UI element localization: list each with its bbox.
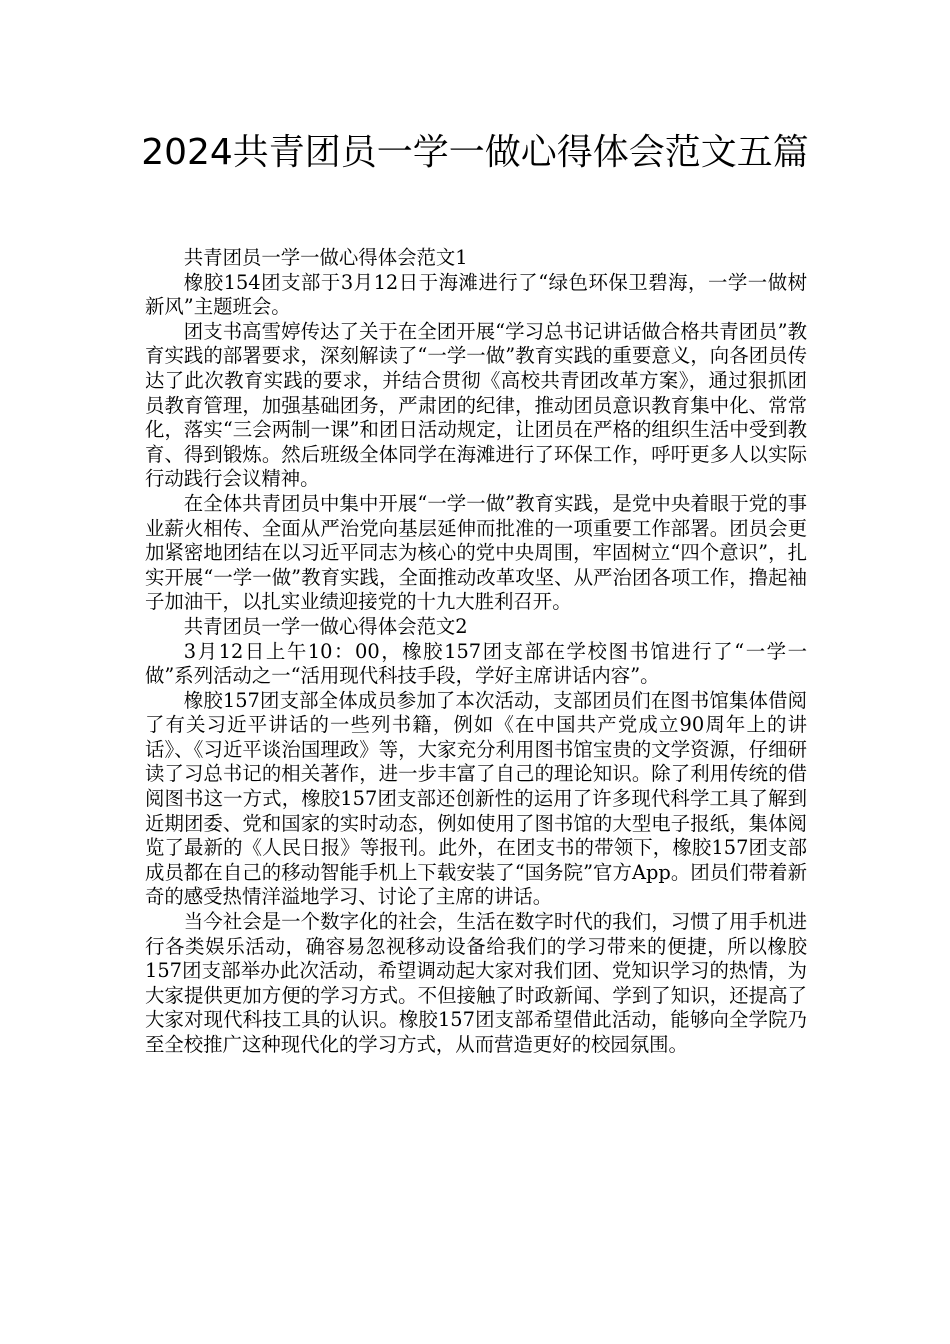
paragraph: 团支书高雪婷传达了关于在全团开展“学习总书记讲话做合格共青团员”教育实践的部署要求，深刻解读了“一学一做”教育实践的重要意义，向各团员传达了此次教育实践的要求，并结合贯彻《高校共青团改革方案》，通过狠抓团员教育管理，加强基础团务，严肃团的纪律，推动团员意识教育集中化、常常化，落实“三会两制一课”和团日活动规定，让团员在严格的组织生活中受到教育、得到锻炼。然后班级全体同学在海滩进行了环保工作，呼吁更多人以实际行动践行会议精神。 — [145, 319, 807, 491]
paragraph: 橡胶154团支部于3月12日于海滩进行了“绿色环保卫碧海，一学一做树新风”主题班会。 — [145, 270, 807, 319]
document-title: 2024共青团员一学一做心得体会范文五篇 — [141, 132, 809, 173]
section-heading-1: 共青团员一学一做心得体会范文1 — [183, 246, 468, 269]
paragraph: 橡胶157团支部全体成员参加了本次活动，支部团员们在图书馆集体借阅了有关习近平讲话的一些列书籍，例如《在中国共产党成立90周年上的讲话》、《习近平谈治国理政》等，大家充分利用图书馆宝贵的文学资源，仔细研读了习总书记的相关著作，进一步丰富了自己的理论知识。除了利用传统的借阅图书这一方式，橡胶157团支部还创新性的运用了许多现代科学工具了解到近期团委、党和国家的实时动态，例如使用了图书馆的大型电子报纸，集体阅览了最新的《人民日报》等报刊。此外，在团支书的带领下，橡胶157团支部成员都在自己的移动智能手机上下载安装了“国务院”官方App。团员们带着新奇的感受热情洋溢地学习、讨论了主席的讲话。 — [145, 688, 807, 909]
paragraph: 3月12日上午10：00，橡胶157团支部在学校图书馆进行了“一学一做”系列活动之一“活用现代科技手段，学好主席讲话内容”。 — [145, 639, 807, 688]
document-body — [145, 246, 807, 1058]
paragraph: 当今社会是一个数字化的社会，生活在数字时代的我们，习惯了用手机进行各类娱乐活动，确容易忽视移动设备给我们的学习带来的便捷，所以橡胶157团支部举办此次活动，希望调动起大家对我们团、党知识学习的热情，为大家提供更加方便的学习方式。不但接触了时政新闻、学到了知识，还提高了大家对现代科技工具的认识。橡胶157团支部希望借此活动，能够向全学院乃至全校推广这种现代化的学习方式，从而营造更好的校园氛围。 — [145, 910, 807, 1056]
paragraph: 在全体共青团员中集中开展“一学一做”教育实践，是党中央着眼于党的事业薪火相传、全面从严治党向基层延伸而批准的一项重要工作部署。团员会更加紧密地团结在以习近平同志为核心的党中央周围，牢固树立“四个意识”，扎实开展“一学一做”教育实践，全面推动改革攻坚、从严治团各项工作，撸起袖子加油干，以扎实业绩迎接党的十九大胜利召开。 — [145, 491, 807, 614]
section-heading-2: 共青团员一学一做心得体会范文2 — [183, 614, 468, 638]
